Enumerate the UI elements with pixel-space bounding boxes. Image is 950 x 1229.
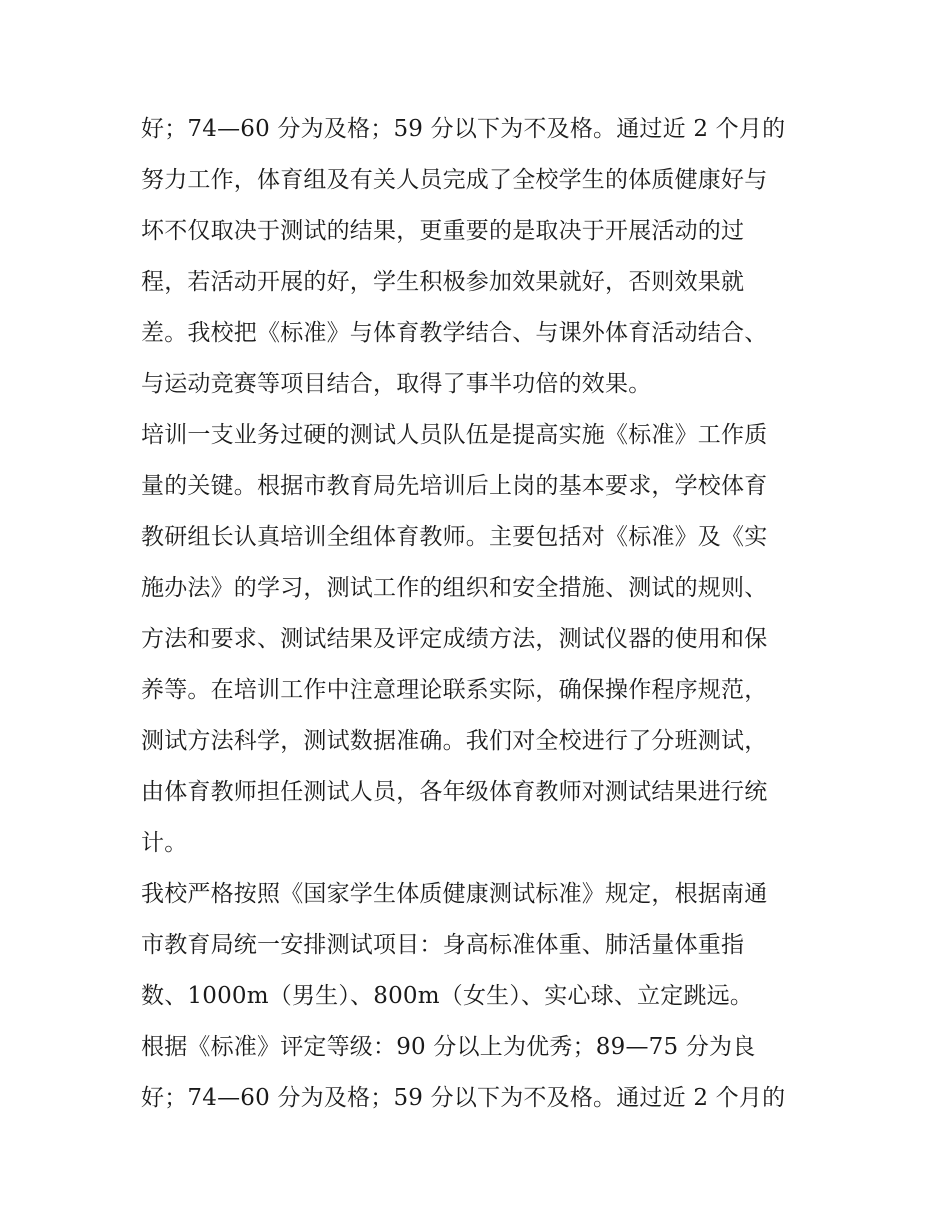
- text-line: 坏不仅取决于测试的结果，更重要的是取决于开展活动的过: [141, 218, 745, 244]
- text-line: 量的关键。根据市教育局先培训后上岗的基本要求，学校体育: [141, 473, 768, 499]
- text-line: 数、1000m（男生）、800m（女生）、实心球、立定跳远。: [141, 983, 754, 1009]
- text-line: 教研组长认真培训全组体育教师。主要包括对《标准》及《实: [141, 524, 768, 550]
- text-line: 测试方法科学，测试数据准确。我们对全校进行了分班测试，: [141, 728, 768, 754]
- text-line: 好；74—60 分为及格；59 分以下为不及格。通过近 2 个月的: [141, 116, 786, 142]
- text-line: 培训一支业务过硬的测试人员队伍是提高实施《标准》工作质: [141, 422, 768, 448]
- text-line: 差。我校把《标准》与体育教学结合、与课外体育活动结合、: [141, 320, 768, 346]
- text-line: 施办法》的学习，测试工作的组织和安全措施、测试的规则、: [141, 575, 768, 601]
- text-line: 好；74—60 分为及格；59 分以下为不及格。通过近 2 个月的: [141, 1085, 786, 1111]
- text-line: 方法和要求、测试结果及评定成绩方法，测试仪器的使用和保: [141, 626, 768, 652]
- text-line: 计。: [141, 830, 188, 856]
- text-line: 程，若活动开展的好，学生积极参加效果就好，否则效果就: [141, 269, 745, 295]
- text-line: 市教育局统一安排测试项目：身高标准体重、肺活量体重指: [141, 932, 745, 958]
- text-line: 根据《标准》评定等级：90 分以上为优秀；89—75 分为良: [141, 1034, 756, 1060]
- text-line: 由体育教师担任测试人员，各年级体育教师对测试结果进行统: [141, 779, 768, 805]
- text-line: 养等。在培训工作中注意理论联系实际，确保操作程序规范，: [141, 677, 768, 703]
- text-line: 我校严格按照《国家学生体质健康测试标准》规定，根据南通: [141, 881, 768, 907]
- text-line: 与运动竞赛等项目结合，取得了事半功倍的效果。: [141, 371, 652, 397]
- text-line: 努力工作，体育组及有关人员完成了全校学生的体质健康好与: [141, 167, 768, 193]
